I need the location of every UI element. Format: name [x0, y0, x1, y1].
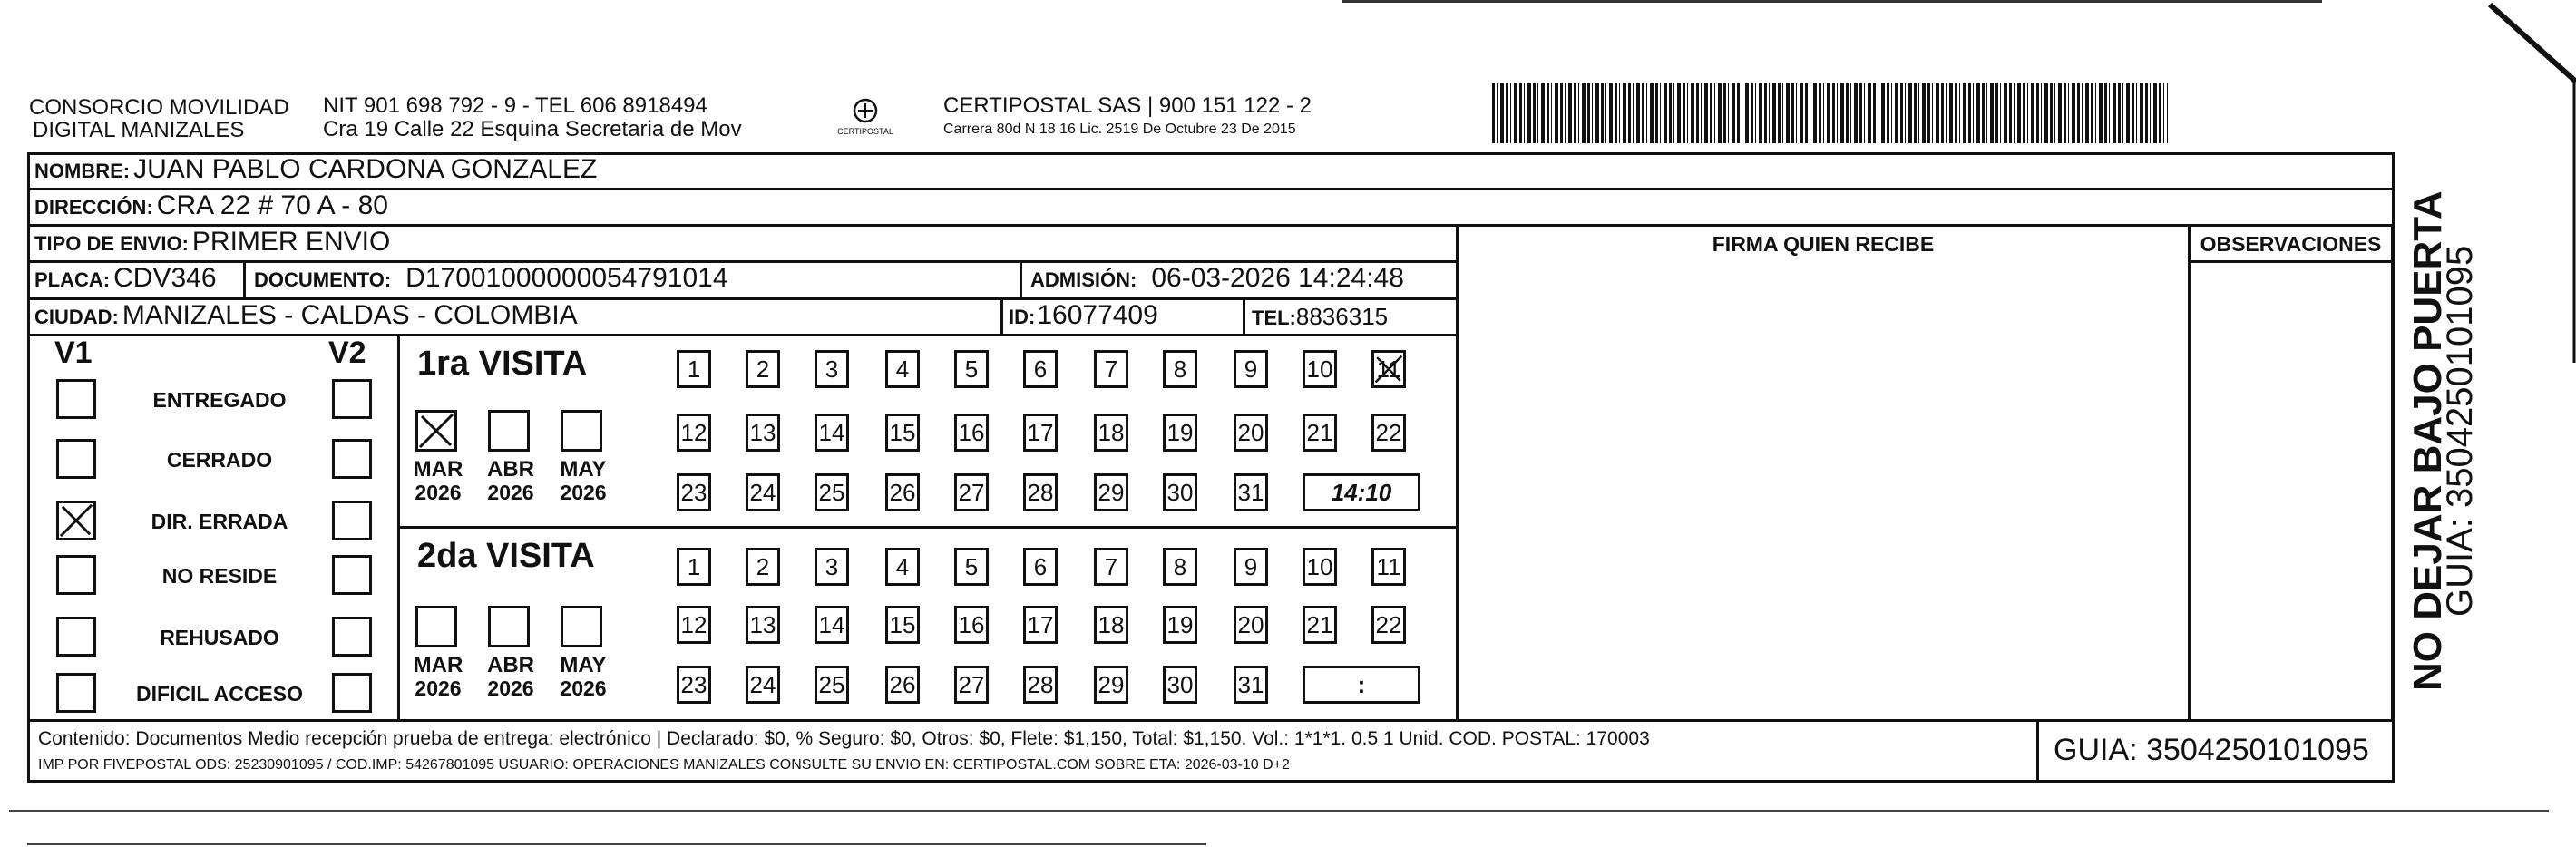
first-visit-day-27[interactable]: 27 — [954, 473, 989, 511]
second-visit-day-22[interactable]: 22 — [1371, 606, 1406, 644]
first-visit-day-21[interactable]: 21 — [1303, 414, 1337, 452]
col-firma-left — [1456, 224, 1459, 719]
status-label-dificil-acceso: DIFICIL ACCESO — [135, 682, 303, 706]
second-visit-day-30[interactable]: 30 — [1163, 666, 1197, 704]
second-visit-title: 2da VISITA — [417, 537, 595, 575]
nombre-label: NOMBRE: — [34, 160, 131, 182]
second-visit-year-label-may: 2026 — [560, 677, 607, 700]
side-warning: NO DEJAR BAJO PUERTA — [2405, 190, 2450, 691]
visit-divider — [397, 526, 1459, 529]
second-visit-day-21[interactable]: 21 — [1303, 606, 1337, 644]
second-visit-day-16[interactable]: 16 — [954, 606, 989, 644]
first-visit-day-12[interactable]: 12 — [677, 414, 711, 452]
tipo-envio-field — [34, 227, 390, 258]
direccion-label: DIRECCIÓN: — [34, 196, 153, 219]
tel-label: TEL: — [1252, 307, 1296, 329]
second-visit-day-17[interactable]: 17 — [1023, 606, 1058, 644]
first-visit-day-19[interactable]: 19 — [1163, 414, 1197, 452]
status-label-dir-errada: DIR. ERRADA — [151, 510, 288, 533]
footer-line1: Contenido: Documentos Medio recepción prueba de entrega: electrónico | Declarado: $0, % Seguro: $0, Otros: $0, Flete: $1,150, Total: $1,150. Vol.: 1*1*1. 0.5 1 Unid. COD. POSTAL: 170003 — [38, 728, 1650, 749]
first-visit-day-15[interactable]: 15 — [885, 414, 920, 452]
second-visit-month-label-mar: MAR — [413, 653, 463, 677]
second-visit-day-28[interactable]: 28 — [1023, 666, 1058, 704]
first-visit-day-8[interactable]: 8 — [1163, 350, 1197, 388]
firma-header: FIRMA QUIEN RECIBE — [1712, 232, 1935, 256]
second-visit-day-31[interactable]: 31 — [1234, 666, 1268, 704]
first-visit-month-checkbox-abr[interactable] — [488, 410, 530, 452]
ciudad-label: CIUDAD: — [34, 306, 119, 328]
second-visit-day-15[interactable]: 15 — [885, 606, 920, 644]
first-visit-day-22[interactable]: 22 — [1371, 414, 1406, 452]
status-label-rehusado: REHUSADO — [160, 626, 279, 649]
status-v2-checkbox-dificil-acceso[interactable] — [332, 673, 372, 713]
placa-value: CDV346 — [113, 263, 217, 293]
guia-divider — [2036, 719, 2039, 783]
second-visit-time-box[interactable] — [1303, 666, 1420, 704]
first-visit-day-16[interactable]: 16 — [954, 414, 989, 452]
first-visit-day-23[interactable]: 23 — [677, 473, 711, 511]
status-v1-checkbox-cerrado[interactable] — [56, 439, 96, 479]
id-value: 16077409 — [1037, 300, 1158, 330]
second-visit-day-19[interactable]: 19 — [1163, 606, 1197, 644]
first-visit-day-label-11: 11 — [1376, 355, 1401, 383]
footer-line2: IMP POR FIVEPOSTAL ODS: 25230901095 / COD.IMP: 54267801095 USUARIO: OPERACIONES MANIZALES CONSULTE SU ENVIO EN: CERTIPOSTAL.COM SOBRE ETA: 2026-03-10 D+2 — [38, 757, 1290, 773]
placa-divider — [243, 260, 246, 297]
first-visit-day-2[interactable]: 2 — [746, 350, 780, 388]
company-address: Cra 19 Calle 22 Esquina Secretaria de Mov — [323, 117, 742, 141]
first-visit-day-29[interactable]: 29 — [1094, 473, 1128, 511]
id-divider — [1000, 297, 1003, 334]
carrier-line2: Carrera 80d N 18 16 Lic. 2519 De Octubre 23 De 2015 — [943, 122, 1296, 137]
direccion-field — [34, 190, 388, 221]
second-visit-month-label-abr: ABR — [487, 653, 534, 677]
second-visit-day-2[interactable]: 2 — [746, 548, 780, 586]
first-visit-day-28[interactable]: 28 — [1023, 473, 1058, 511]
first-visit-day-4[interactable]: 4 — [885, 350, 920, 388]
first-visit-month-checkbox-mar[interactable] — [415, 410, 457, 452]
second-visit-day-1[interactable]: 1 — [677, 548, 711, 586]
first-visit-month-label-abr: ABR — [487, 457, 534, 482]
placa-field — [34, 263, 217, 294]
first-visit-month-label-mar: MAR — [413, 457, 463, 482]
first-visit-day-7[interactable]: 7 — [1094, 350, 1128, 388]
second-visit-year-label-abr: 2026 — [487, 677, 534, 700]
admision-value: 06-03-2026 14:24:48 — [1151, 263, 1404, 293]
company-nit: NIT 901 698 792 - 9 - TEL 606 8918494 — [323, 93, 707, 118]
scan-edge-top — [1342, 0, 2322, 3]
status-divider — [397, 334, 400, 719]
second-visit-time-value: : — [1357, 670, 1366, 698]
tipo-envio-label: TIPO DE ENVIO: — [34, 232, 189, 255]
side-guia: GUIA: 3504250101095 — [2440, 245, 2480, 617]
tipo-envio-value: PRIMER ENVIO — [191, 227, 391, 257]
status-label-cerrado: CERRADO — [166, 448, 273, 472]
certipostal-logo — [833, 91, 898, 145]
first-visit-day-3[interactable]: 3 — [815, 350, 849, 388]
status-v1-checkbox-rehusado[interactable] — [56, 617, 96, 657]
admision-label: ADMISIÓN: — [1030, 268, 1137, 291]
second-visit-day-10[interactable]: 10 — [1303, 548, 1337, 586]
ciudad-value: MANIZALES - CALDAS - COLOMBIA — [122, 300, 578, 330]
first-visit-day-6[interactable]: 6 — [1023, 350, 1058, 388]
second-visit-day-4[interactable]: 4 — [885, 548, 920, 586]
footer-top-line — [27, 719, 2395, 722]
status-v1-checkbox-dificil-acceso[interactable] — [56, 673, 96, 713]
first-visit-day-14[interactable]: 14 — [815, 414, 849, 452]
direccion-value: CRA 22 # 70 A - 80 — [156, 190, 388, 220]
first-visit-day-31[interactable]: 31 — [1234, 473, 1268, 511]
second-visit-day-23[interactable]: 23 — [677, 666, 711, 704]
status-v2-checkbox-no-reside[interactable] — [332, 555, 372, 595]
status-label-entregado: ENTREGADO — [152, 388, 287, 412]
first-visit-day-30[interactable]: 30 — [1163, 473, 1197, 511]
footer-guia: GUIA: 3504250101095 — [2054, 733, 2369, 767]
first-visit-day-26[interactable]: 26 — [885, 473, 920, 511]
carrier-line1: CERTIPOSTAL SAS | 900 151 122 - 2 — [943, 93, 1312, 118]
second-visit-day-18[interactable]: 18 — [1094, 606, 1128, 644]
ciudad-field — [34, 300, 578, 331]
second-visit-day-26[interactable]: 26 — [885, 666, 920, 704]
v1-label: V1 — [54, 336, 93, 370]
v2-label: V2 — [328, 336, 366, 370]
first-visit-day-25[interactable]: 25 — [815, 473, 849, 511]
nombre-value: JUAN PABLO CARDONA GONZALEZ — [133, 154, 598, 184]
second-visit-day-20[interactable]: 20 — [1234, 606, 1268, 644]
second-visit-day-6[interactable]: 6 — [1023, 548, 1058, 586]
col-obs-right — [2391, 224, 2394, 719]
first-visit-year-label-may: 2026 — [560, 481, 607, 504]
status-label-no-reside: NO RESIDE — [161, 564, 278, 588]
second-visit-day-29[interactable]: 29 — [1094, 666, 1128, 704]
second-visit-month-checkbox-mar[interactable] — [415, 606, 457, 647]
tel-field — [1252, 303, 1388, 331]
scan-edge-bottom-2 — [27, 843, 1206, 845]
first-visit-day-5[interactable]: 5 — [954, 350, 989, 388]
first-visit-day-13[interactable]: 13 — [746, 414, 780, 452]
id-label: ID: — [1009, 306, 1036, 328]
admision-divider — [1020, 260, 1022, 297]
certipostal-logo-icon — [833, 91, 898, 145]
tel-divider — [1243, 297, 1245, 334]
second-visit-day-24[interactable]: 24 — [746, 666, 780, 704]
logo-text: CERTIPOSTAL — [837, 127, 893, 136]
second-visit-month-checkbox-abr[interactable] — [488, 606, 530, 647]
barcode — [1492, 83, 2168, 143]
documento-value: D17001000000054791014 — [405, 263, 728, 293]
second-visit-day-8[interactable]: 8 — [1163, 548, 1197, 586]
status-v1-checkbox-no-reside[interactable] — [56, 555, 96, 595]
second-visit-month-label-may: MAY — [560, 653, 607, 677]
first-visit-day-20[interactable]: 20 — [1234, 414, 1268, 452]
documento-label: DOCUMENTO: — [254, 268, 392, 291]
second-visit-day-27[interactable]: 27 — [954, 666, 989, 704]
company-name-line2: DIGITAL MANIZALES — [33, 118, 245, 142]
observaciones-header: OBSERVACIONES — [2200, 232, 2382, 256]
status-v2-checkbox-rehusado[interactable] — [332, 617, 372, 657]
first-visit-day-10[interactable]: 10 — [1303, 350, 1337, 388]
second-visit-day-9[interactable]: 9 — [1234, 548, 1268, 586]
first-visit-month-label-may: MAY — [560, 457, 607, 482]
status-v2-checkbox-dir-errada[interactable] — [332, 501, 372, 540]
second-visit-year-label-mar: 2026 — [415, 677, 462, 700]
first-visit-day-24[interactable]: 24 — [746, 473, 780, 511]
first-visit-title: 1ra VISITA — [417, 345, 588, 383]
row-line-5 — [27, 334, 1459, 336]
status-v1-checkbox-entregado[interactable] — [56, 379, 96, 419]
second-visit-day-25[interactable]: 25 — [815, 666, 849, 704]
second-visit-day-11[interactable]: 11 — [1371, 548, 1406, 586]
second-visit-day-12[interactable]: 12 — [677, 606, 711, 644]
second-visit-month-checkbox-may[interactable] — [561, 606, 602, 647]
placa-label: PLACA: — [34, 268, 111, 291]
second-visit-day-7[interactable]: 7 — [1094, 548, 1128, 586]
second-visit-day-13[interactable]: 13 — [746, 606, 780, 644]
company-name-line1: CONSORCIO MOVILIDAD — [29, 95, 289, 120]
status-v2-checkbox-entregado[interactable] — [332, 379, 372, 419]
first-visit-day-1[interactable]: 1 — [677, 350, 711, 388]
tel-value: 8836315 — [1295, 303, 1389, 330]
first-visit-year-label-mar: 2026 — [415, 481, 462, 504]
second-visit-day-3[interactable]: 3 — [815, 548, 849, 586]
col-obs-left — [2188, 224, 2191, 719]
status-v1-checkbox-dir-errada[interactable] — [56, 501, 96, 540]
first-visit-time-box[interactable] — [1303, 473, 1420, 511]
first-visit-day-11[interactable] — [1371, 350, 1406, 388]
second-visit-day-5[interactable]: 5 — [954, 548, 989, 586]
status-v2-checkbox-cerrado[interactable] — [332, 439, 372, 479]
first-visit-day-18[interactable]: 18 — [1094, 414, 1128, 452]
first-visit-year-label-abr: 2026 — [487, 481, 534, 504]
col-header-line — [2188, 260, 2394, 263]
scan-edge-bottom — [9, 810, 2549, 812]
documento-field — [254, 263, 728, 294]
first-visit-day-9[interactable]: 9 — [1234, 350, 1268, 388]
second-visit-day-14[interactable]: 14 — [815, 606, 849, 644]
nombre-field — [34, 154, 597, 185]
id-field — [1009, 300, 1158, 331]
first-visit-day-17[interactable]: 17 — [1023, 414, 1058, 452]
first-visit-time-value: 14:10 — [1331, 478, 1392, 506]
admision-field — [1030, 263, 1404, 294]
first-visit-month-checkbox-may[interactable] — [561, 410, 602, 452]
